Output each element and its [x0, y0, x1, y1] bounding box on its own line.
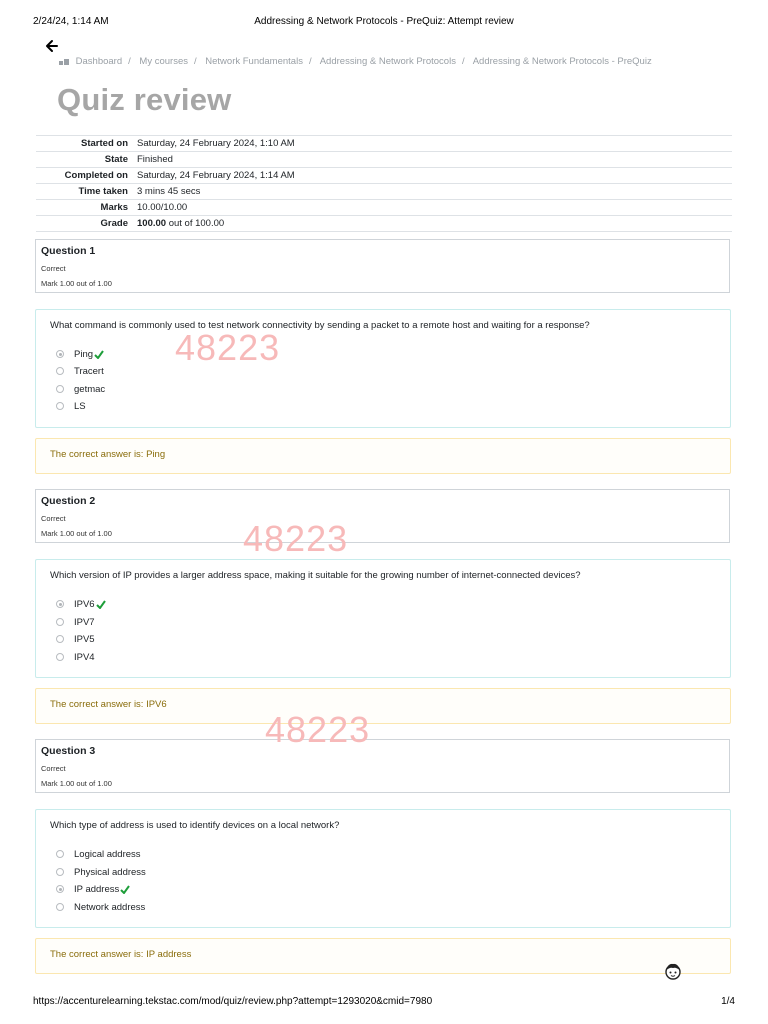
breadcrumb-course[interactable]: Network Fundamentals	[205, 56, 303, 67]
check-icon	[96, 600, 106, 609]
question-content	[35, 809, 731, 928]
question-text: Which type of address is used to identify devices on a local network?	[50, 820, 340, 831]
question-content	[35, 309, 731, 428]
summary-label: Time taken	[36, 184, 137, 200]
answer-radio[interactable]	[56, 903, 64, 911]
summary-label: Completed on	[36, 168, 137, 184]
summary-value	[137, 216, 732, 232]
answer-option	[56, 399, 86, 413]
answer-label: Network address	[74, 901, 146, 913]
grade-total: out of 100.00	[166, 218, 225, 229]
question-state: Correct	[41, 514, 66, 523]
breadcrumb: Dashboard / My courses / Network Fundamentals / Addressing & Network Protocols / Addressing & Network Protocols - PreQuiz	[59, 56, 652, 67]
answer-label: IPV5	[74, 633, 95, 645]
correct-answer-text: The correct answer is: IPV6	[50, 699, 167, 710]
answer-label: IPV7	[74, 616, 95, 628]
question-number: Question 2	[41, 495, 96, 507]
home-icon	[59, 57, 69, 65]
question-info	[35, 739, 730, 793]
check-icon	[94, 350, 104, 359]
answer-label: Tracert	[74, 365, 104, 377]
question-text: Which version of IP provides a larger address space, making it suitable for the growing number of internet-connected devices?	[50, 570, 581, 581]
question-state: Correct	[41, 264, 66, 273]
print-page-number: 1/4	[721, 996, 735, 1007]
breadcrumb-my-courses[interactable]: My courses	[139, 56, 188, 67]
answer-option	[56, 865, 146, 879]
feedback-box	[35, 688, 731, 724]
watermark: 48223	[265, 709, 371, 750]
summary-label: State	[36, 152, 137, 168]
answer-radio[interactable]	[56, 850, 64, 858]
print-page-title: Addressing & Network Protocols - PreQuiz: Attempt review	[254, 16, 514, 27]
watermark: 48223	[175, 327, 281, 368]
print-footer	[33, 996, 735, 1010]
page-title: Quiz review	[57, 82, 232, 117]
answer-radio[interactable]	[56, 635, 64, 643]
answer-label: IPV4	[74, 651, 95, 663]
summary-label: Marks	[36, 200, 137, 216]
summary-value: 3 mins 45 secs	[137, 184, 732, 200]
answer-label: LS	[74, 400, 86, 412]
summary-row	[36, 184, 732, 200]
summary-row	[36, 136, 732, 152]
summary-row	[36, 152, 732, 168]
question-info	[35, 239, 730, 293]
question-number: Question 1	[41, 245, 96, 257]
breadcrumb-section[interactable]: Addressing & Network Protocols	[319, 56, 456, 67]
answer-radio[interactable]	[56, 402, 64, 410]
answer-label: Physical address	[74, 866, 146, 878]
correct-answer-text: The correct answer is: IP address	[50, 949, 192, 960]
feedback-box	[35, 938, 731, 974]
breadcrumb-quiz[interactable]: Addressing & Network Protocols - PreQuiz	[472, 56, 652, 67]
answer-radio[interactable]	[56, 385, 64, 393]
answer-radio[interactable]	[56, 868, 64, 876]
feedback-box	[35, 438, 731, 474]
summary-value: Saturday, 24 February 2024, 1:10 AM	[137, 136, 732, 152]
check-icon	[120, 885, 130, 894]
answer-option	[56, 632, 95, 646]
answer-option	[56, 847, 141, 861]
question-number: Question 3	[41, 745, 96, 757]
answer-radio[interactable]	[56, 367, 64, 375]
summary-row	[36, 200, 732, 216]
answer-option	[56, 597, 106, 611]
question-mark: Mark 1.00 out of 1.00	[41, 529, 112, 538]
summary-row	[36, 168, 732, 184]
answer-label: Logical address	[74, 848, 141, 860]
answer-label: IP address	[74, 883, 120, 895]
answer-option	[56, 615, 95, 629]
answer-option	[56, 382, 105, 396]
watermark: 48223	[243, 518, 349, 559]
question-mark: Mark 1.00 out of 1.00	[41, 279, 112, 288]
back-arrow-icon[interactable]	[44, 38, 60, 54]
answer-label: getmac	[74, 383, 106, 395]
answer-radio[interactable]	[56, 618, 64, 626]
answer-label: IPV6	[74, 598, 95, 610]
print-header	[33, 16, 735, 30]
question-info	[35, 489, 730, 543]
answer-radio[interactable]	[56, 350, 64, 358]
question-state: Correct	[41, 764, 66, 773]
answer-radio[interactable]	[56, 885, 64, 893]
question-text: What command is commonly used to test network connectivity by sending a packet to a remote host and waiting for a response?	[50, 320, 590, 331]
summary-value: Saturday, 24 February 2024, 1:14 AM	[137, 168, 732, 184]
print-url: https://accenturelearning.tekstac.com/mod/quiz/review.php?attempt=1293020&cmid=7980	[33, 996, 433, 1007]
answer-option	[56, 364, 104, 378]
summary-label: Grade	[36, 216, 137, 232]
attempt-summary-table	[36, 135, 732, 232]
answer-label: Ping	[74, 348, 94, 360]
print-datetime: 2/24/24, 1:14 AM	[33, 16, 109, 27]
answer-option	[56, 882, 130, 896]
chat-avatar-icon[interactable]	[663, 961, 683, 981]
grade-value: 100.00	[137, 218, 167, 229]
summary-value: 10.00/10.00	[137, 200, 732, 216]
answer-option	[56, 900, 145, 914]
summary-label: Started on	[36, 136, 137, 152]
answer-option	[56, 650, 95, 664]
summary-row	[36, 216, 732, 232]
question-content	[35, 559, 731, 678]
question-mark: Mark 1.00 out of 1.00	[41, 779, 112, 788]
answer-radio[interactable]	[56, 653, 64, 661]
answer-radio[interactable]	[56, 600, 64, 608]
answer-option	[56, 347, 104, 361]
breadcrumb-dashboard[interactable]: Dashboard	[75, 56, 123, 67]
correct-answer-text: The correct answer is: Ping	[50, 449, 166, 460]
summary-value: Finished	[137, 152, 732, 168]
